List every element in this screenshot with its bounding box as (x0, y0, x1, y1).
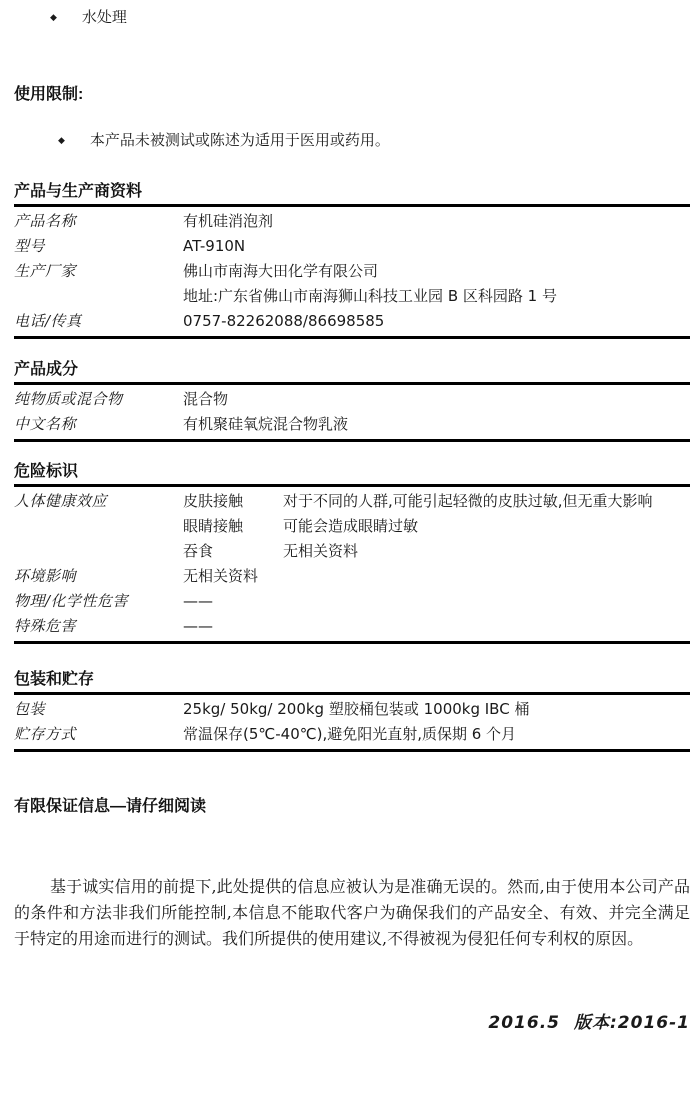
row-value: 有机硅消泡剂 (183, 212, 274, 230)
hazard-table (14, 484, 690, 644)
packaging-section (14, 670, 690, 752)
row-value: 有机聚硅氧烷混合物乳液 (183, 415, 349, 433)
product-info-heading: 产品与生产商资料 (14, 183, 143, 200)
warranty-paragraph: 基于诚实信用的前提下,此处提供的信息应被认为是准确无误的。然而,由于使用本公司产品的条件和方法非我们所能控制,本信息不能取代客户为确保我们的产品安全、有效、并完全满足于特定的用途而进行的测试。我们所提供的使用建议,不得被视为侵犯任何专利权的原因。 (14, 877, 690, 948)
table-row (14, 589, 690, 614)
table-row (14, 697, 690, 722)
table-row (14, 234, 690, 259)
row-sublabel: 皮肤接触 (183, 492, 244, 510)
composition-heading: 产品成分 (14, 361, 79, 378)
row-value: 混合物 (183, 390, 229, 408)
row-value: 地址:广东省佛山市南海狮山科技工业园 B 区科园路 1 号 (183, 287, 557, 305)
row-value (283, 589, 690, 614)
row-value: 0757-82262088/86698585 (183, 312, 385, 330)
row-value: 可能会造成眼睛过敏 (283, 517, 419, 535)
row-label: 物理/化学性危害 (14, 592, 129, 610)
row-label: 人体健康效应 (14, 492, 108, 510)
row-sublabel: 吞食 (183, 542, 214, 560)
row-label (14, 284, 183, 309)
warranty-heading: 有限保证信息—请仔细阅读 (14, 798, 207, 815)
product-info-section (14, 182, 690, 339)
row-label: 特殊危害 (14, 617, 77, 635)
row-label: 纯物质或混合物 (14, 390, 123, 408)
hazard-heading: 危险标识 (14, 463, 79, 480)
application-bullet-item (14, 6, 690, 29)
row-sublabel: —— (183, 617, 213, 635)
product-info-table (14, 204, 690, 339)
row-value: 25kg/ 50kg/ 200kg 塑胶桶包装或 1000kg IBC 桶 (183, 700, 530, 718)
row-value: 常温保存(5℃-40℃),避免阳光直射,质保期 6 个月 (183, 725, 517, 743)
row-value: 佛山市南海大田化学有限公司 (183, 262, 379, 280)
table-row (14, 387, 690, 412)
row-sublabel: 眼睛接触 (183, 517, 244, 535)
table-row (14, 722, 690, 747)
composition-section (14, 360, 690, 442)
usage-restrictions-heading: 使用限制: (14, 86, 84, 103)
row-value: AT-910N (183, 237, 246, 255)
table-row (14, 284, 690, 309)
row-label: 中文名称 (14, 415, 77, 433)
packaging-table (14, 692, 690, 752)
row-value: 对于不同的人群,可能引起轻微的皮肤过敏,但无重大影响 (283, 492, 653, 510)
diamond-bullet-icon: ◆ (50, 12, 57, 22)
row-label: 型号 (14, 237, 46, 255)
row-label: 电话/传真 (14, 312, 82, 330)
row-label (14, 514, 183, 539)
row-sublabel: —— (183, 592, 213, 610)
row-value (283, 564, 690, 589)
row-label: 生产厂家 (14, 262, 77, 280)
footer-date: 2016.5 (488, 1013, 560, 1033)
restriction-bullet-text: 本产品未被测试或陈述为适用于医用或药用。 (89, 132, 390, 149)
packaging-heading: 包装和贮存 (14, 671, 95, 688)
application-bullet-text: 水处理 (81, 9, 127, 26)
table-row (14, 489, 690, 514)
table-row (14, 412, 690, 437)
row-sublabel: 无相关资料 (183, 567, 259, 585)
table-row (14, 539, 690, 564)
row-label: 包装 (14, 700, 46, 718)
row-value (283, 614, 690, 639)
footer-version: 版本:2016-1 (574, 1013, 690, 1033)
restriction-bullet-item (14, 129, 690, 152)
row-label (14, 539, 183, 564)
row-label: 贮存方式 (14, 725, 77, 743)
table-row (14, 259, 690, 284)
table-row (14, 614, 690, 639)
diamond-bullet-icon: ◆ (58, 135, 65, 145)
table-row (14, 309, 690, 334)
row-value: 无相关资料 (283, 542, 359, 560)
table-row (14, 209, 690, 234)
row-label: 环境影响 (14, 567, 77, 585)
row-label: 产品名称 (14, 212, 77, 230)
composition-table (14, 382, 690, 442)
version-footer (14, 1008, 690, 1033)
hazard-section (14, 462, 690, 644)
table-row (14, 514, 690, 539)
table-row (14, 564, 690, 589)
